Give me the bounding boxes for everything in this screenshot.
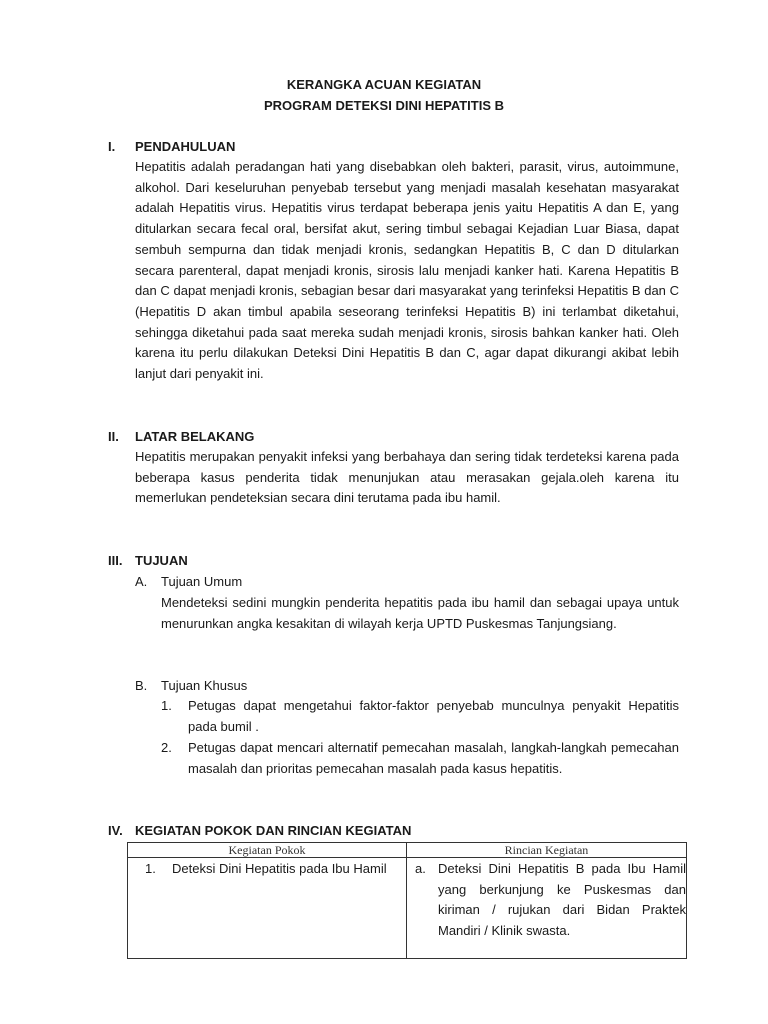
table-header-rincian-kegiatan: Rincian Kegiatan — [407, 843, 687, 858]
kegiatan-table — [127, 842, 687, 959]
paragraph-pendahuluan: Hepatitis adalah peradangan hati yang disebabkan oleh bakteri, parasit, virus, autoimmune, alkohol. Dari keseluruhan penyebab tersebut yang menjadi masalah kesehatan masyarakat adalah Hepatitis virus. Hepatitis virus terdapat beberapa jenis yaitu Hepatitis A dan E, yang ditularkan secara fecal oral, bersifat akut, sering timbul sebagai Kejadian Luar Biasa, dapat sembuh sempurna dan tidak menjadi kronis, sedangkan Hepatitis B, C dan D ditularkan secara parenteral, dapat menjadi kronis, sirosis lalu menjadi kanker hati. Karena Hepatitis B dan C dapat menjadi kronis, sebagian besar dari masyarakat yang terinfeksi Hepatitis B dan C (Hepatitis D akan timbul apabila seseorang terinfeksi Hepatitis B) ini terlambat diketahui, sehingga diketahui pada saat mereka sudah menjadi kronis, sirosis bahkan kanker hati. Oleh karena itu perlu dilakukan Deteksi Dini Hepatitis B dan C, agar dapat dikurangi akibat lebih lanjut dari penyakit ini. — [135, 159, 679, 382]
table-cell-kegiatan-pokok — [128, 858, 407, 959]
rincian-text: Deteksi Dini Hepatitis B pada Ibu Hamil yang berkunjung ke Puskesmas dan kiriman / rujukan dari Bidan Praktek Mandiri / Klinik swasta. — [438, 861, 686, 939]
section-number: II. — [108, 429, 119, 444]
section-number: I. — [108, 139, 116, 154]
rincian-letter: a. — [415, 861, 426, 876]
paragraph-latar-belakang: Hepatitis merupakan penyakit infeksi yang berbahaya dan sering tidak terdeteksi karena pada beberapa kasus penderita tidak menunjukan atau merasakan gejala.oleh karena itu memerlukan pendeteksian secara dini terutama pada ibu hamil. — [135, 449, 679, 506]
subsection-heading-tujuan-khusus: Tujuan Khusus — [161, 678, 248, 693]
table-row — [128, 858, 687, 959]
document-subtitle: PROGRAM DETEKSI DINI HEPATITIS B — [263, 98, 505, 113]
section-number: IV. — [108, 823, 123, 838]
section-heading-latar-belakang: LATAR BELAKANG — [135, 429, 255, 444]
section-heading-pendahuluan: PENDAHULUAN — [135, 139, 236, 154]
subsection-heading-tujuan-umum: Tujuan Umum — [161, 574, 243, 589]
table-header-kegiatan-pokok: Kegiatan Pokok — [128, 843, 407, 858]
list-item-text: Petugas dapat mengetahui faktor-faktor penyebab munculnya penyakit Hepatitis pada bumil . — [188, 698, 679, 734]
subsection-letter: B. — [135, 678, 148, 693]
table-header-row — [128, 843, 687, 858]
list-item-number: 2. — [161, 740, 172, 755]
list-item-number: 1. — [161, 698, 172, 713]
section-number: III. — [108, 553, 123, 568]
section-heading-tujuan: TUJUAN — [135, 553, 188, 568]
kegiatan-pokok-text: Deteksi Dini Hepatitis pada Ibu Hamil — [172, 861, 387, 876]
subsection-letter: A. — [135, 574, 148, 589]
table-cell-rincian-kegiatan — [407, 858, 687, 959]
section-heading-kegiatan: KEGIATAN POKOK DAN RINCIAN KEGIATAN — [135, 823, 412, 838]
list-item-text: Petugas dapat mencari alternatif pemecahan masalah, langkah-langkah pemecahan masalah dan prioritas pemecahan masalah pada kasus hepatitis. — [188, 740, 679, 776]
paragraph-tujuan-umum: Mendeteksi sedini mungkin penderita hepatitis pada ibu hamil dan sebagai upaya untuk menurunkan angka kesakitan di wilayah kerja UPTD Puskesmas Tanjungsiang. — [161, 595, 679, 631]
document-title: KERANGKA ACUAN KEGIATAN — [286, 77, 482, 92]
row-number: 1. — [145, 861, 156, 876]
